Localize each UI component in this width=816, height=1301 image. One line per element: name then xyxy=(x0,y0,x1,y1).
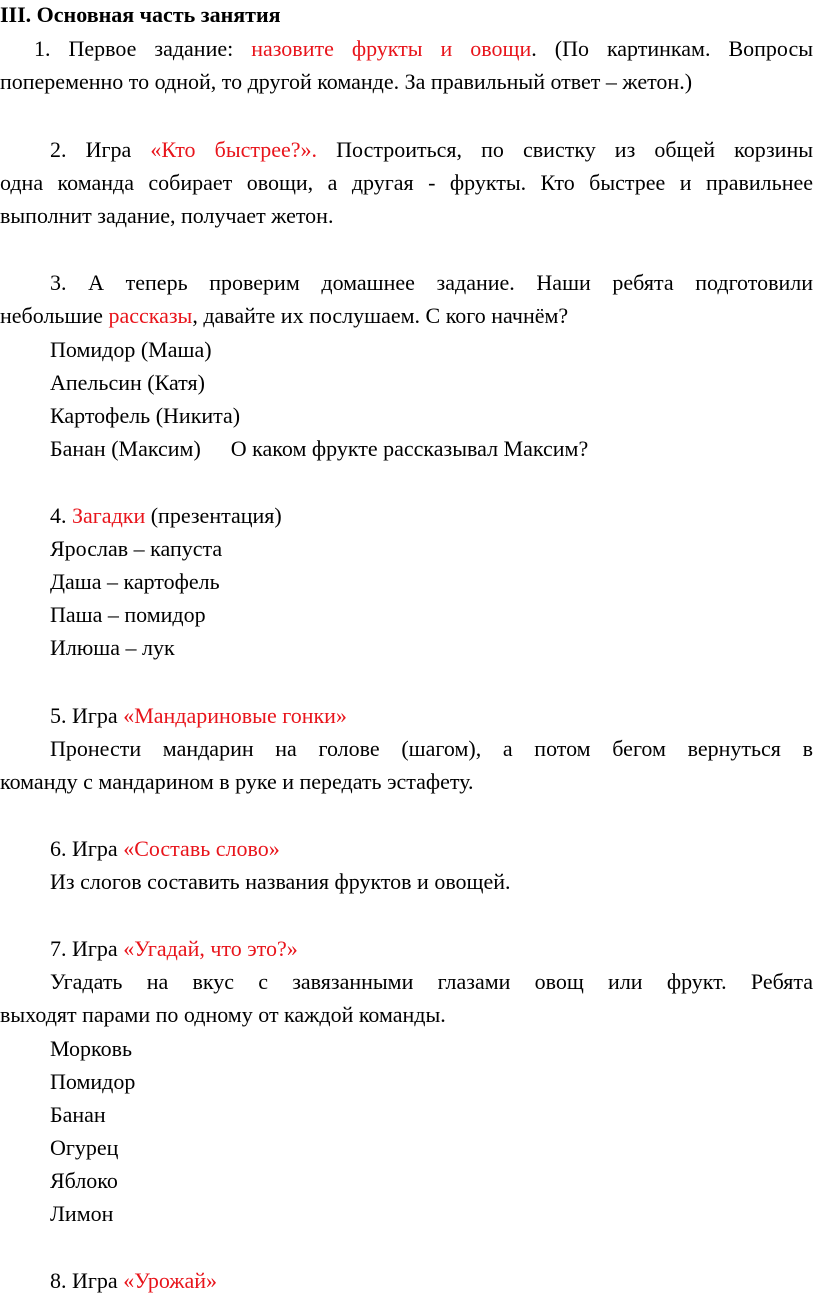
task3-item: Помидор (Маша) xyxy=(50,337,212,362)
task6-highlight: «Составь слово» xyxy=(123,836,280,861)
task4-item: Паша – помидор xyxy=(50,602,206,627)
task5-title: 5. Игра «Мандариновые гонки» xyxy=(50,703,347,728)
task7-item: Лимон xyxy=(50,1201,114,1226)
task7-item: Помидор xyxy=(50,1069,136,1094)
task2-line2: одна команда собирает овощи, а другая - фрукты. Кто быстрее и правильнее xyxy=(0,170,813,195)
task4-item: Илюша – лук xyxy=(50,635,175,660)
task3-highlight: рассказы xyxy=(108,303,193,328)
task6-title: 6. Игра «Составь слово» xyxy=(50,836,280,861)
task7-highlight: «Угадай, что это?» xyxy=(123,936,298,961)
task4-title: 4. Загадки (презентация) xyxy=(50,503,282,528)
task5-highlight: «Мандариновые гонки» xyxy=(123,703,347,728)
task1-line1: 1. Первое задание: назовите фрукты и овощи. (По картинкам. Вопросы xyxy=(34,36,813,61)
task7-item: Банан xyxy=(50,1102,106,1127)
task8-title: 8. Игра «Урожай» xyxy=(50,1268,218,1293)
task8-highlight: «Урожай» xyxy=(123,1268,218,1293)
task3-line2: небольшие рассказы, давайте их послушаем. С кого начнём? xyxy=(0,303,569,328)
task4-item: Ярослав – капуста xyxy=(50,536,223,561)
task1-line2: попеременно то одной, то другой команде. За правильный ответ – жетон.) xyxy=(0,69,693,94)
task7-item: Яблоко xyxy=(50,1168,118,1193)
task5-line2: команду с мандарином в руке и передать эстафету. xyxy=(0,769,474,794)
task3-last-item: Банан (Максим) О каком фрукте рассказывал Максим? xyxy=(50,436,589,461)
task7-line1: Угадать на вкус с завязанными глазами овощ или фрукт. Ребята xyxy=(50,969,813,994)
task7-item: Огурец xyxy=(50,1135,119,1160)
task2-highlight: «Кто быстрее?». xyxy=(150,137,318,162)
task1-highlight: назовите фрукты и овощи xyxy=(251,36,532,61)
task2-line3: выполнит задание, получает жетон. xyxy=(0,203,334,228)
task3-question: О каком фрукте рассказывал Максим? xyxy=(230,436,589,461)
task5-line1: Пронести мандарин на голове (шагом), а потом бегом вернуться в xyxy=(50,736,813,761)
task3-item: Картофель (Никита) xyxy=(50,403,241,428)
task3-line1: 3. А теперь проверим домашнее задание. Наши ребята подготовили xyxy=(50,270,813,295)
task2-line1: 2. Игра «Кто быстрее?». Построиться, по свистку из общей корзины xyxy=(50,137,813,162)
task4-highlight: Загадки xyxy=(72,503,146,528)
task3-item: Апельсин (Катя) xyxy=(50,370,205,395)
task7-item: Морковь xyxy=(50,1036,133,1061)
task7-line2: выходят парами по одному от каждой команды. xyxy=(0,1002,446,1027)
section-heading: III. Основная часть занятия xyxy=(0,2,281,27)
task7-title: 7. Игра «Угадай, что это?» xyxy=(50,936,298,961)
task6-line1: Из слогов составить названия фруктов и овощей. xyxy=(50,869,511,894)
task4-item: Даша – картофель xyxy=(50,569,220,594)
